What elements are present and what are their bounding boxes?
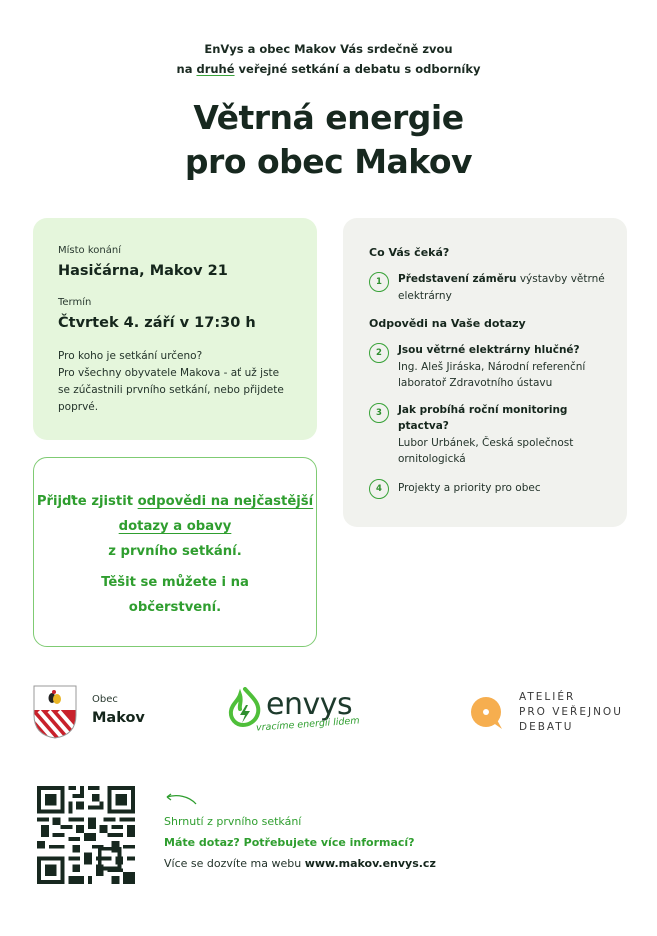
atelier-line-2: PRO VEŘEJNOU <box>519 706 623 718</box>
refreshments-line-1: Těšit se můžete i na <box>101 575 249 590</box>
envys-logo <box>228 685 388 740</box>
atelier-line-1: ATELIÉR <box>519 691 576 703</box>
atelier-text <box>519 690 623 735</box>
place-value: Hasičárna, Makov 21 <box>58 263 228 279</box>
refreshments-line-2: občerstvení. <box>128 600 222 615</box>
number-badge-icon: 4 <box>369 479 389 499</box>
invitation-line-2-post: veřejné setkání a debatu s odborníky <box>234 62 481 76</box>
makov-coat-of-arms-icon <box>33 685 77 739</box>
website-text <box>164 853 436 875</box>
qa-heading: Odpovědi na Vaše dotazy <box>369 317 526 330</box>
curved-arrow-icon <box>163 792 199 806</box>
event-info-card <box>33 218 317 440</box>
agenda-item-title: Jak probíhá roční monitoring ptactva? <box>398 403 568 432</box>
footer-info <box>164 811 436 875</box>
cta-post: z prvního setkání. <box>108 544 242 559</box>
envys-tagline: vracíme energii lidem <box>255 715 360 734</box>
agenda-heading: Co Vás čeká? <box>369 246 450 259</box>
title-line-1: Větrná energie <box>193 98 464 137</box>
envys-wordmark: envys <box>266 687 353 722</box>
number-badge-icon: 3 <box>369 403 389 423</box>
date-value: Čtvrtek 4. září v 17:30 h <box>58 315 256 331</box>
obec-name: Makov <box>92 710 145 726</box>
question-text: Máte dotaz? Potřebujete více informací? <box>164 836 415 849</box>
agenda-item-2 <box>369 342 607 392</box>
atelier-line-3: DEBATU <box>519 721 574 733</box>
agenda-item-speaker: Lubor Urbánek, Česká společnost ornitologická <box>398 436 574 465</box>
agenda-item-3 <box>369 402 607 468</box>
partner-logos <box>0 685 657 745</box>
agenda-item-1 <box>369 271 607 304</box>
cta-underlined: odpovědi na nejčastější dotazy a obavy <box>118 494 314 534</box>
summary-link[interactable]: Shrnutí z prvního setkání <box>164 815 302 828</box>
cta-text <box>34 489 316 539</box>
date-label: Termín <box>58 297 92 308</box>
cta-card <box>33 457 317 647</box>
number-badge-icon: 1 <box>369 272 389 292</box>
audience-question: Pro koho je setkání určeno? <box>58 350 203 362</box>
invitation-line-1: EnVys a obec Makov Vás srdečně zvou <box>204 42 453 56</box>
atelier-logo <box>470 690 640 740</box>
agenda-item-title: Představení záměru <box>398 273 517 285</box>
place-label: Místo konání <box>58 245 121 256</box>
speech-bubble-icon <box>470 696 504 730</box>
page-title <box>0 96 657 184</box>
audience-answer: Pro všechny obyvatele Makova - ať už jste se zúčastnili prvního setkání, nebo přijdete poprvé. <box>58 367 284 413</box>
agenda-item-4 <box>369 478 607 499</box>
agenda-item-speaker: Ing. Aleš Jiráska, Národní referenční laboratoř Zdravotního ústavu <box>398 360 586 389</box>
invitation-line-2 <box>0 59 657 79</box>
agenda-item-rest: výstavby větrné elektrárny <box>398 273 605 302</box>
invitation-text <box>0 39 657 79</box>
agenda-item-rest: Projekty a priority pro obec <box>398 481 541 494</box>
invitation-underlined-word: druhé <box>196 62 235 76</box>
agenda-item-title: Jsou větrné elektrárny hlučné? <box>398 344 580 356</box>
obec-label: Obec <box>92 694 118 705</box>
title-line-2: pro obec Makov <box>184 142 473 181</box>
website-pre: Více se dozvíte ma webu <box>164 857 305 870</box>
invitation-line-2-pre: na <box>176 62 197 76</box>
website-link[interactable]: www.makov.envys.cz <box>304 857 436 870</box>
qr-code[interactable] <box>37 786 135 884</box>
flame-bolt-icon <box>228 687 262 727</box>
agenda-card <box>343 218 627 527</box>
number-badge-icon: 2 <box>369 343 389 363</box>
cta-pre: Přijďte zjistit <box>36 494 138 509</box>
